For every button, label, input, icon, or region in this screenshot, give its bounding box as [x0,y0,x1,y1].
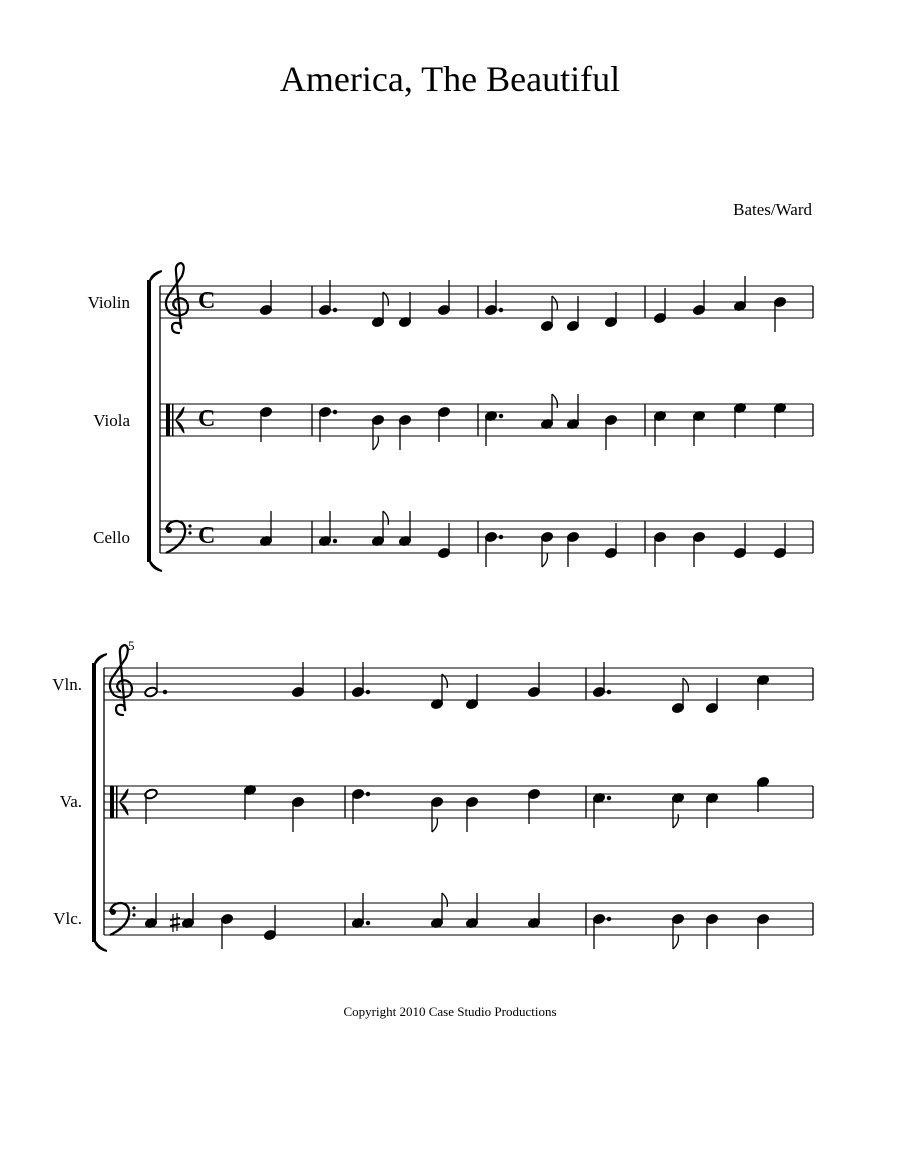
violin-notes-system-1 [259,276,786,332]
violin-notes-system-2 [144,662,770,714]
sharp-icon [170,913,180,932]
viola-notes-system-1 [259,394,786,450]
instrument-label-viola: Viola [93,411,130,430]
system-2 [52,638,813,952]
instrument-label-violin: Violin [87,293,130,312]
measure-number: 5 [128,638,135,653]
instrument-label-violin: Vln. [52,675,82,694]
time-signature: C [198,406,216,432]
score-title: America, The Beautiful [279,59,621,99]
viola-notes-system-2 [144,776,770,832]
cello-notes-system-1 [259,511,786,567]
cello-notes-system-2 [144,893,769,949]
instrument-label-cello: Vlc. [53,909,82,928]
instrument-label-viola: Va. [59,792,82,811]
instrument-label-cello: Cello [93,528,130,547]
treble-clef-icon [166,263,188,333]
treble-clef-icon [110,645,132,715]
system-1 [88,263,813,572]
copyright-notice: Copyright 2010 Case Studio Productions [343,1004,557,1019]
time-signature: C [198,288,216,314]
time-signature: C [198,523,216,549]
composer-credit: Bates/Ward [733,200,812,219]
staff-violin [104,668,813,700]
